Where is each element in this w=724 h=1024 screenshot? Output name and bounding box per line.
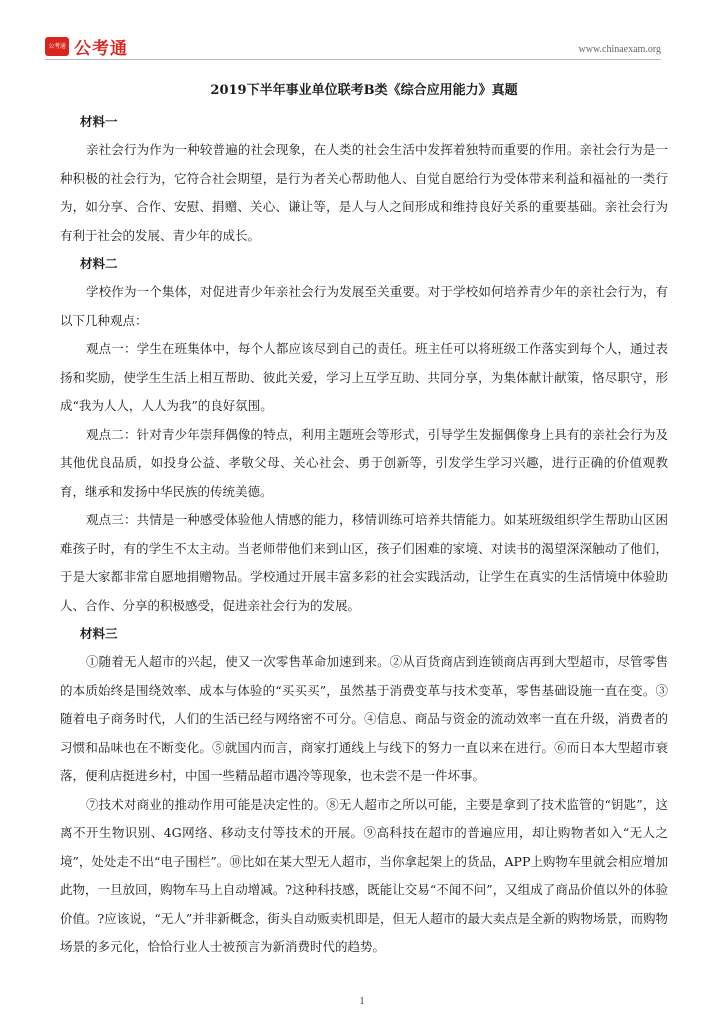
page-number: 1 [359,996,365,1007]
paragraph: ⑦技术对商业的推动作用可能是决定性的。⑧无人超市之所以可能，主要是拿到了技术监管的“钥匙”，这离不开生物识别、4G网络、移动支付等技术的开展。⑨高科技在超市的普遍应用，却让购物者如入“无人之境”，处处走不出“电子围栏”。⑩比如在某大型无人超市，当你拿起架上的货品，APP上购物车里就会相应增加此物，一旦放回，购物车马上自动增减。?这种科技感，既能让交易“不闻不问”，又组成了商品价值以外的体验价值。?应该说，“无人”并非新概念，街头自动贩卖机即是，但无人超市的最大卖点是全新的购物场景，而购物场景的多元化，恰恰行业人士被预言为新消费时代的趋势。 [60,796,668,954]
section-heading: 材料三 [80,626,118,641]
paragraph: 学校作为一个集体，对促进青少年亲社会行为发展至关重要。对于学校如何培养青少年的亲社会行为，有以下几种观点： [60,284,668,328]
paragraph: 观点二：针对青少年崇拜偶像的特点，利用主题班会等形式，引导学生发掘偶像身上具有的亲社会行为及其他优良品质，如投身公益、孝敬父母、关心社会、勇于创新等，引发学生学习兴趣，进行正确的价值观教育，继承和发扬中华民族的传统美德。 [60,426,668,499]
document-body [60,80,668,962]
logo-text: 公考通 [74,39,128,59]
page-header [0,0,724,62]
brand-logo[interactable] [45,34,128,59]
section-heading: 材料一 [80,114,118,129]
site-url[interactable]: www.chinaexam.org [578,44,661,55]
document-title: 2019下半年事业单位联考B类《综合应用能力》真题 [210,83,518,98]
paragraph: ①随着无人超市的兴起，使又一次零售革命加速到来。②从百货商店到连锁商店再到大型超市，尽管零售的本质始终是围绕效率、成本与体验的“买买买”，虽然基于消费变革与技术变革，零售基础设施一直在变。③随着电子商务时代，人们的生活已经与网络密不可分。④信息、商品与资金的流动效率一直在升级，消费者的习惯和品味也在不断变化。⑤就国内而言，商家打通线上与线下的努力一直以来在进行。⑥而日本大型超市衰落，便利店挺进乡村，中国一些精品超市遇冷等现象，也未尝不是一件坏事。 [60,654,668,783]
logo-badge-icon: 公考通 [45,37,69,56]
paragraph: 亲社会行为作为一种较普遍的社会现象，在人类的社会生活中发挥着独特而重要的作用。亲社会行为是一种积极的社会行为，它符合社会期望，是行为者关心帮助他人、自觉自愿给行为受体带来利益和福祉的一类行为，如分享、合作、安慰、捐赠、关心、谦让等，是人与人之间形成和维持良好关系的重要基础。亲社会行为有利于社会的发展、青少年的成长。 [60,142,668,243]
paragraph: 观点一：学生在班集体中，每个人都应该尽到自己的责任。班主任可以将班级工作落实到每个人，通过表扬和奖励，使学生生活上相互帮助、彼此关爱，学习上互学互助、共同分享，为集体献计献策，恪尽职守，形成“我为人人，人人为我”的良好氛围。 [60,341,668,413]
paragraph: 观点三：共情是一种感受体验他人情感的能力，移情训练可培养共情能力。如某班级组织学生帮助山区困难孩子时，有的学生不太主动。当老师带他们来到山区，孩子们困难的家境、对读书的渴望深深触动了他们，于是大家都非常自愿地捐赠物品。学校通过开展丰富多彩的社会实践活动，让学生在真实的生活情境中体验助人、合作、分享的积极感受，促进亲社会行为的发展。 [60,512,668,613]
header-divider [45,59,661,60]
section-heading: 材料二 [80,256,118,271]
